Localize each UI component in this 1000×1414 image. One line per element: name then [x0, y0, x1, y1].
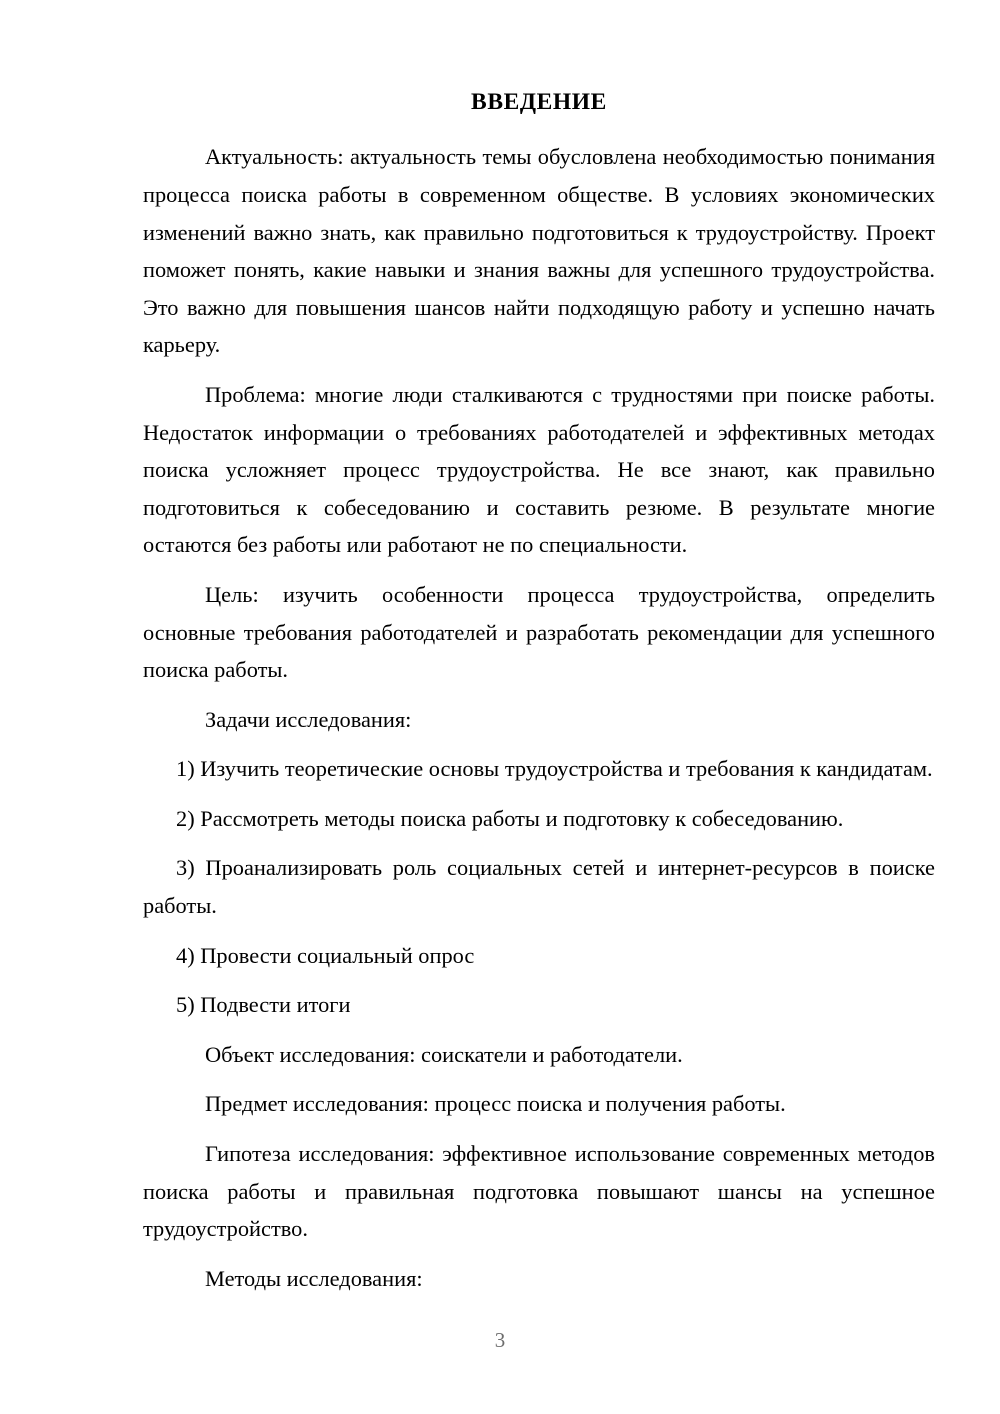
paragraph-goal: Цель: изучить особенности процесса трудоустройства, определить основные требования работодателей и разработать рекомендации для успешного поиска работы. — [143, 581, 935, 683]
heading-methods: Методы исследования: — [205, 1265, 423, 1291]
page-title: ВВЕДЕНИЕ — [471, 89, 607, 115]
list-item: 4) Провести социальный опрос — [176, 942, 475, 968]
list-item: 2) Рассмотреть методы поиска работы и подготовку к собеседованию. — [176, 805, 844, 831]
paragraph-problem: Проблема: многие люди сталкиваются с трудностями при поиске работы. Недостаток информации о требованиях работодателей и эффективных методах поиска усложняет процесс трудоустройства. Не все знают, как правильно подготовиться к собеседованию и составить резюме. В результате многие остаются без работы или работают не по специальности. — [143, 381, 935, 558]
document-content — [143, 88, 935, 1297]
list-item: 5) Подвести итоги — [176, 992, 351, 1018]
paragraph-subject: Предмет исследования: процесс поиска и получения работы. — [205, 1091, 786, 1117]
page-number: 3 — [494, 1328, 506, 1352]
paragraph-relevance: Актуальность: актуальность темы обусловлена необходимостью понимания процесса поиска работы в современном обществе. В условиях экономических изменений важно знать, как правильно подготовиться к трудоустройству. Проект поможет понять, какие навыки и знания важны для успешного трудоустройства. Это важно для повышения шансов найти подходящую работу и успешно начать карьеру. — [143, 144, 935, 358]
paragraph-hypothesis: Гипотеза исследования: эффективное использование современных методов поиска работы и правильная подготовка повышают шансы на успешное трудоустройство. — [143, 1141, 935, 1242]
heading-tasks: Задачи исследования: — [205, 706, 412, 732]
paragraph-object: Объект исследования: соискатели и работодатели. — [205, 1041, 683, 1067]
list-item: 3) Проанализировать роль социальных сетей и интернет-ресурсов в поиске работы. — [143, 855, 935, 919]
list-item: 1) Изучить теоретические основы трудоустройства и требования к кандидатам. — [176, 756, 933, 782]
